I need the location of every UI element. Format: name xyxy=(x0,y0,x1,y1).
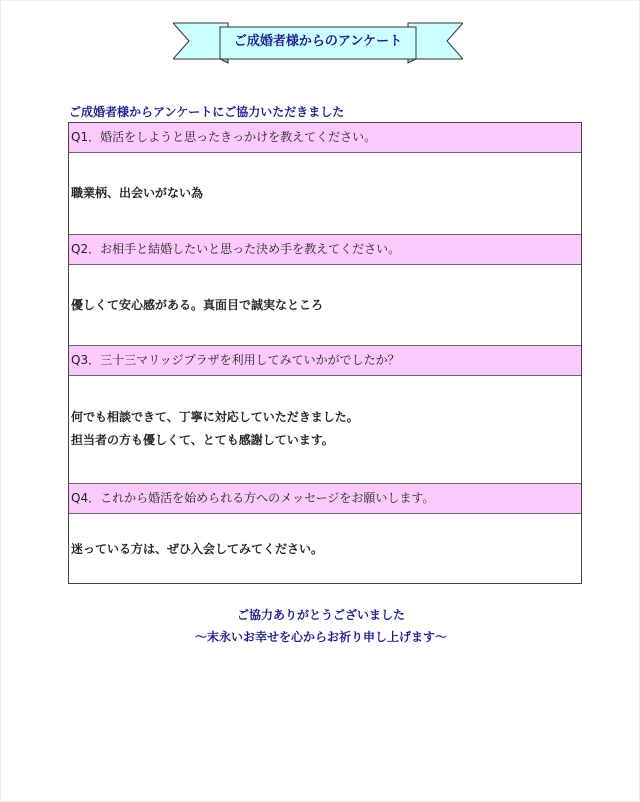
question-4: Q4．これから婚活を始められる方へのメッセージをお願いします。 xyxy=(69,483,581,514)
question-1: Q1．婚活をしようと思ったきっかけを教えてください。 xyxy=(69,123,581,153)
answer-3-line-2: 担当者の方も優しくて、とても感謝しています。 xyxy=(71,433,334,447)
closing-thanks: ご協力ありがとうございました xyxy=(236,608,405,622)
closing-wishes: ～末永いお幸せを心からお祈り申し上げます～ xyxy=(194,630,447,644)
intro-text: ご成婚者様からアンケートにご協力いただきました xyxy=(69,105,345,119)
qa-table xyxy=(68,122,582,584)
question-2: Q2．お相手と結婚したいと思った決め手を教えてください。 xyxy=(69,234,581,265)
answer-4-line-1: 迷っている方は、ぜひ入会してみてください。 xyxy=(71,542,324,556)
question-3: Q3．三十三マリッジプラザを利用してみていかがでしたか？ xyxy=(69,345,581,376)
title-ribbon xyxy=(173,19,463,65)
answer-3-line-1: 何でも相談できて、丁寧に対応していただきました。 xyxy=(71,410,359,424)
answer-2-line-1: 優しくて安心感がある。真面目で誠実なところ xyxy=(71,298,324,312)
answer-1-line-1: 職業柄、出会いがない為 xyxy=(71,186,204,200)
page-title: ご成婚者様からのアンケート xyxy=(233,34,403,49)
